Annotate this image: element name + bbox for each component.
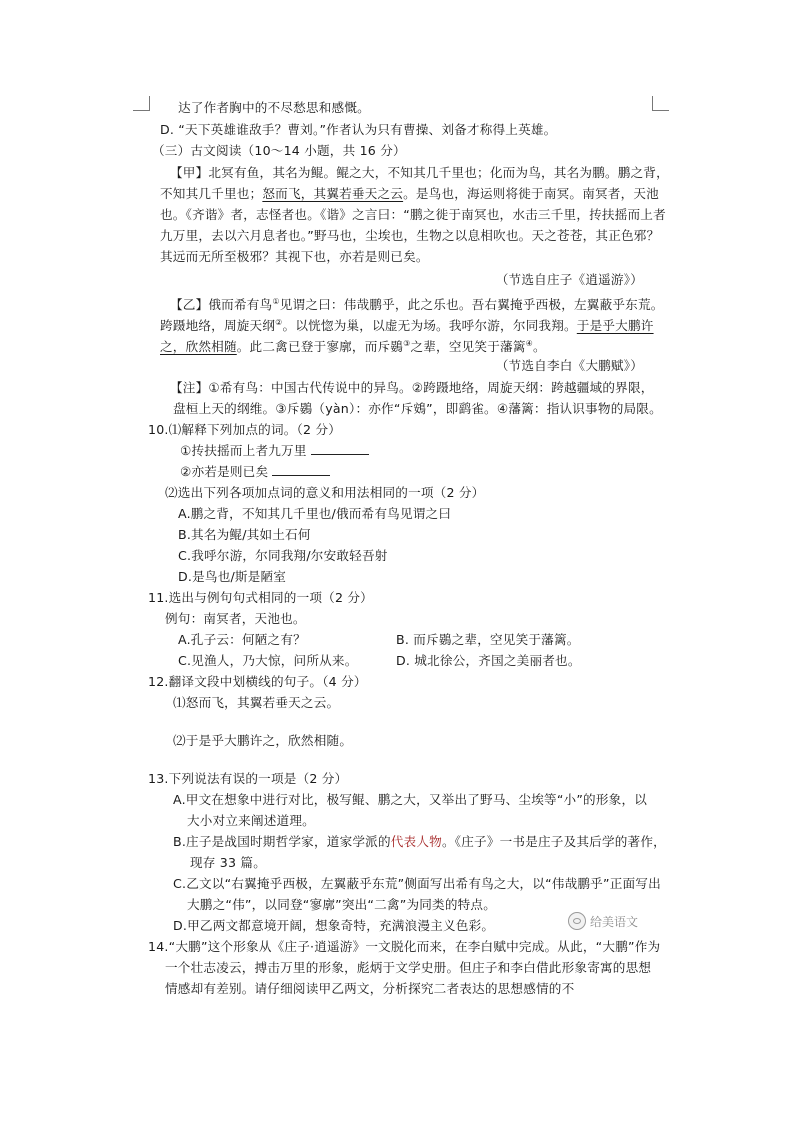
text-segment: D. “天下英雄谁敌手？曹刘。”作者认为只有曹操、刘备才称得上英雄。 bbox=[160, 122, 557, 137]
text-line bbox=[173, 917, 494, 935]
text-line bbox=[190, 854, 266, 872]
text-line bbox=[160, 227, 659, 245]
text-line bbox=[160, 206, 666, 224]
text-line bbox=[165, 610, 306, 628]
text-segment: C.乙文以“右翼掩乎西极，左翼蔽乎东荒”侧面写出希有鸟之大，以“伟哉鹏乎”正面写出 bbox=[173, 876, 661, 891]
text-segment: 之辈，空见笑于藩篱 bbox=[410, 339, 526, 355]
text-segment: C.我呼尔游，尔同我翔/尔安敢轻吾射 bbox=[178, 548, 388, 563]
footnote-marker: ④ bbox=[525, 339, 533, 348]
watermark-text: 给美语文 bbox=[590, 914, 639, 929]
text-line bbox=[173, 833, 666, 851]
text-segment: （节选自庄子《逍遥游》） bbox=[495, 272, 643, 287]
text-line bbox=[165, 959, 651, 977]
text-segment: 。《庄子》一书是庄子及其后学的著作， bbox=[441, 834, 666, 849]
text-line bbox=[160, 335, 546, 356]
text-line bbox=[178, 505, 451, 523]
underlined-phrase: 之，欣然相随 bbox=[160, 339, 237, 355]
text-line bbox=[173, 732, 352, 750]
footnote-marker: ② bbox=[275, 318, 283, 327]
text-line bbox=[148, 770, 347, 788]
text-line bbox=[173, 694, 339, 712]
text-line bbox=[152, 142, 406, 160]
text-line bbox=[178, 568, 286, 586]
text-line bbox=[165, 484, 484, 502]
text-line bbox=[160, 314, 654, 335]
text-segment: 。 bbox=[533, 339, 546, 355]
text-segment: 。是鸟也，海运则将徙于南冥。南冥者，天池 bbox=[403, 186, 659, 201]
answer-blank[interactable] bbox=[311, 442, 369, 455]
text-segment: B.其名为鲲/其如土石何 bbox=[178, 527, 311, 542]
text-segment: 【注】①希有鸟：中国古代传说中的异鸟。②跨蹑地络，周旋天纲：跨越疆域的界限， bbox=[170, 380, 654, 395]
wechat-icon bbox=[568, 912, 586, 930]
text-line bbox=[178, 631, 306, 649]
text-line bbox=[178, 652, 358, 670]
text-segment: ⑵于是乎大鹏许之，欣然相随。 bbox=[173, 733, 353, 748]
text-segment: A.甲文在想象中进行对比，极写鲲、鹏之大，又举出了野马、尘埃等“小”的形象，以 bbox=[173, 792, 648, 807]
text-line bbox=[178, 547, 388, 565]
answer-blank[interactable] bbox=[272, 463, 330, 476]
text-segment: C.见渔人，乃大惊，问所从来。 bbox=[178, 653, 358, 668]
crop-mark-top-right bbox=[652, 96, 669, 111]
text-line bbox=[160, 121, 556, 139]
text-line bbox=[496, 357, 643, 375]
underlined-phrase: 怒而飞，其翼若垂天之云 bbox=[262, 186, 404, 201]
text-line bbox=[160, 248, 429, 266]
text-segment: （节选自李白《大鹏赋》） bbox=[495, 358, 643, 373]
text-segment: 14.“大鹏”这个形象从《庄子·逍遥游》一文脱化而来，在李白赋中完成。从此，“大鹏”作为 bbox=[148, 939, 661, 954]
text-segment: D. 城北徐公，齐国之美丽者也。 bbox=[396, 653, 581, 668]
text-line bbox=[178, 99, 370, 117]
text-segment: 见谓之曰：伟哉鹏乎，此之乐也。吾右翼掩乎西极，左翼蔽乎东荒。 bbox=[279, 297, 664, 313]
text-segment: 九万里，去以六月息者也。”野马也，尘埃也，生物之以息相吹也。天之苍苍，其正色邪？ bbox=[160, 228, 660, 243]
text-segment: 不知其几千里也； bbox=[160, 186, 263, 201]
text-segment: 12.翻译文段中划横线的句子。（4 分） bbox=[148, 674, 367, 689]
text-line bbox=[170, 164, 669, 182]
text-line bbox=[187, 896, 496, 914]
text-line bbox=[396, 631, 580, 649]
highlighted-phrase: 代表人物 bbox=[390, 834, 442, 849]
text-segment: 。此二禽已登于寥廓，而斥鷃 bbox=[236, 339, 404, 355]
text-segment: D.是鸟也/斯是陋室 bbox=[178, 569, 287, 584]
text-segment: 【乙】俄而希有鸟 bbox=[170, 297, 273, 313]
text-line bbox=[180, 463, 330, 481]
watermark bbox=[568, 912, 638, 930]
text-line bbox=[180, 442, 369, 460]
text-segment: 盘桓上天的纲维。③斥鷃（yàn）：亦作“斥鴳”，即鹞雀。④藩篱：指认识事物的局限。 bbox=[173, 401, 662, 416]
text-segment: 。以恍惚为巢，以虚无为场。我呼尔游，尔同我翔。 bbox=[282, 318, 577, 334]
crop-mark-top-left bbox=[133, 96, 150, 111]
text-segment: ⑴怒而飞，其翼若垂天之云。 bbox=[173, 695, 340, 710]
text-line bbox=[165, 980, 574, 998]
text-line bbox=[160, 185, 659, 203]
text-segment: A.孔子云：何陋之有？ bbox=[178, 632, 306, 647]
footnote-marker: ③ bbox=[403, 339, 411, 348]
text-segment: D.甲乙两文都意境开阔，想象奇特，充满浪漫主义色彩。 bbox=[173, 918, 495, 933]
footnote-marker: ① bbox=[272, 297, 280, 306]
text-segment: 10.⑴解释下列加点的词。（2 分） bbox=[148, 422, 342, 437]
text-segment: 情感却有差别。请仔细阅读甲乙两文，分析探究二者表达的思想感情的不 bbox=[165, 981, 575, 996]
text-segment: 也。《齐谐》者，志怪者也。《谐》之言曰：“鹏之徙于南冥也，水击三千里，抟扶摇而上者 bbox=[160, 207, 666, 222]
text-segment: 大鹏之“伟”，以同登“寥廓”突出“二禽”为同类的特点。 bbox=[187, 897, 497, 912]
text-line bbox=[173, 400, 662, 418]
text-line bbox=[496, 271, 643, 289]
text-segment: B.庄子是战国时期哲学家，道家学派的 bbox=[173, 834, 391, 849]
text-line bbox=[148, 673, 367, 691]
text-segment: 11.选出与例句句式相同的一项（2 分） bbox=[148, 590, 373, 605]
text-segment: 例句：南冥者，天池也。 bbox=[165, 611, 306, 626]
text-segment: ①抟扶摇而上者九万里 bbox=[180, 443, 307, 458]
text-segment: 大小对立来阐述道理。 bbox=[187, 813, 315, 828]
text-segment: 13.下列说法有误的一项是（2 分） bbox=[148, 771, 348, 786]
text-line bbox=[170, 379, 654, 397]
text-line bbox=[148, 938, 660, 956]
text-line bbox=[178, 526, 311, 544]
text-line bbox=[173, 875, 661, 893]
text-line bbox=[396, 652, 581, 670]
text-segment: 跨蹑地络，周旋天纲 bbox=[160, 318, 276, 334]
text-segment: 【甲】北冥有鱼，其名为鲲。鲲之大，不知其几千里也；化而为鸟，其名为鹏。鹏之背， bbox=[170, 165, 669, 180]
text-segment: 现存 33 篇。 bbox=[190, 855, 267, 870]
text-line bbox=[173, 791, 647, 809]
underlined-phrase: 于是乎大鹏许 bbox=[576, 318, 654, 334]
text-segment: 一个壮志凌云，搏击万里的形象，彪炳于文学史册。但庄子和李白借此形象寄寓的思想 bbox=[165, 960, 652, 975]
text-segment: A.鹏之背，不知其几千里也/俄而希有鸟见谓之曰 bbox=[178, 506, 452, 521]
text-segment: ⑵选出下列各项加点词的意义和用法相同的一项（2 分） bbox=[165, 485, 485, 500]
text-line bbox=[187, 812, 315, 830]
text-segment: 达了作者胸中的不尽愁思和感慨。 bbox=[178, 100, 370, 115]
text-segment: ②亦若是则已矣 bbox=[180, 464, 269, 479]
text-segment: 其远而无所至极邪？其视下也，亦若是则已矣。 bbox=[160, 249, 429, 264]
text-line bbox=[170, 293, 664, 314]
text-line bbox=[148, 421, 341, 439]
text-segment: B. 而斥鷃之辈，空见笑于藩篱。 bbox=[396, 632, 580, 647]
text-segment: （三）古文阅读（10～14 小题，共 16 分） bbox=[152, 143, 406, 158]
text-line bbox=[148, 589, 373, 607]
